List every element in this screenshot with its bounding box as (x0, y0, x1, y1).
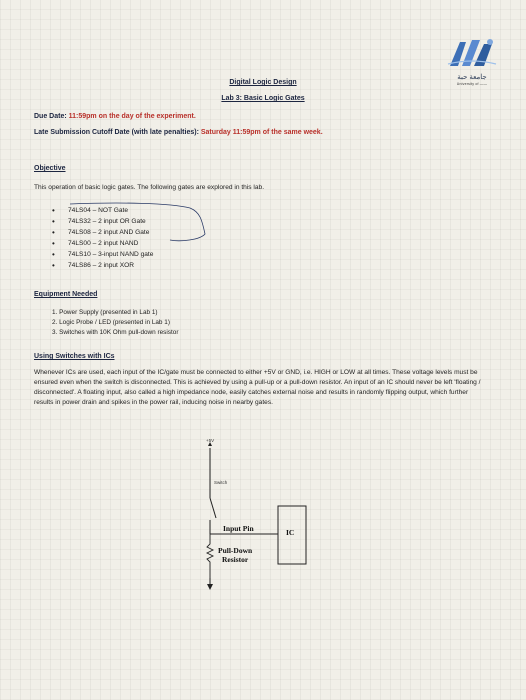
pulldown-label-line2: Resistor (222, 555, 249, 564)
due-date (34, 113, 196, 120)
pull-down-circuit-diagram (190, 438, 330, 598)
list-item: 2. Logic Probe / LED (presented in Lab 1) (52, 319, 170, 326)
due-date-value: 11:59pm on the day of the experiment. (68, 113, 196, 120)
ic-label: IC (286, 528, 295, 537)
list-item: 3. Switches with 10K Ohm pull-down resistor (52, 329, 179, 336)
lab-title: Lab 3: Basic Logic Gates (221, 95, 305, 102)
switch-label: Switch (214, 480, 228, 485)
late-cutoff-value: Saturday 11:59pm of the same week. (200, 129, 323, 136)
input-pin-label: Input Pin (223, 524, 254, 533)
list-item: • 74LS08 – 2 input AND Gate (52, 227, 153, 238)
late-cutoff-label: Late Submission Cutoff Date (with late penalties): (34, 129, 201, 136)
circuit-schematic (190, 438, 330, 598)
handwritten-bracket-annotation (60, 200, 210, 245)
switches-body: Whenever ICs are used, each input of the IC/gate must be connected to either +5V or GND, i.e. HIGH or LOW at all times. These voltage levels must be ensured even when the switch is disconnected. This is achieved by using a pull-up or a pull-down resistor. An input of an IC should never be left 'floating / disconnected'. A floating input, also called a high impedance node, easily catches external noise and results in randomly flipping output, which further results in power drain and spikes in the power rail, inducing noise in nearby gates. (34, 369, 481, 406)
logo-subtitle: University of —— (456, 82, 488, 86)
switches-heading: Using Switches with ICs (34, 353, 115, 360)
list-item: • 74LS32 – 2 input OR Gate (52, 216, 153, 227)
list-item: • 74LS00 – 2 input NAND (52, 238, 153, 249)
list-item: 1. Power Supply (presented in Lab 1) (52, 309, 158, 316)
due-date-label: Due Date: (34, 113, 69, 120)
list-item: • 74LS04 – NOT Gate (52, 205, 153, 216)
late-cutoff (34, 129, 323, 136)
university-logo-icon (446, 36, 498, 70)
equipment-heading: Equipment Needed (34, 291, 98, 298)
objective-heading: Objective (34, 165, 66, 172)
pulldown-label-line1: Pull-Down (218, 546, 253, 555)
equipment-list (52, 308, 178, 338)
logo-arabic-text: جامعة حبة (457, 74, 487, 81)
list-item: • 74LS86 – 2 input XOR (52, 260, 153, 271)
vcc-label: +5V (206, 438, 215, 443)
list-item: • 74LS10 – 3-input NAND gate (52, 249, 153, 260)
objective-intro: This operation of basic logic gates. The following gates are explored in this lab. (34, 184, 265, 191)
course-title: Digital Logic Design (229, 79, 297, 86)
